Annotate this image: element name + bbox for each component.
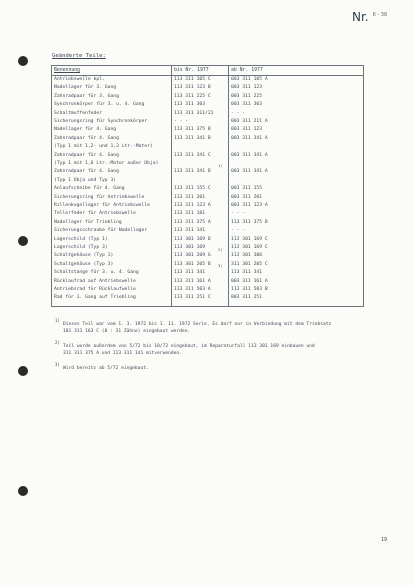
table-row — [52, 270, 363, 277]
table-row — [52, 245, 363, 252]
part-name: Lagerschild (Typ 1) — [54, 236, 108, 242]
footnote-number: 2) — [55, 340, 60, 345]
page-sup: 6 - 38 — [372, 12, 388, 18]
table-row — [52, 127, 363, 134]
part-name: Antriebsrad für Rücklaufwelle — [54, 287, 136, 292]
part-number-old: 113 311 123 A — [174, 203, 211, 208]
page-label: Nr. — [352, 10, 369, 24]
footnote-text: 311 311 375 A und 113 311 141 mitverwenden. — [63, 350, 182, 356]
footnote-mark: 2) — [218, 247, 223, 252]
part-number-new: - - - — [231, 211, 246, 217]
part-number-old: 113 301 169 — [174, 245, 206, 250]
footer-page-number: 19 — [381, 537, 388, 543]
punch-hole — [18, 366, 28, 376]
part-number-new: 113 301 169 C — [231, 245, 268, 250]
part-name: Rücklaufrad auf Antriebswelle — [54, 278, 136, 284]
part-number-new: 113 301 169 C — [231, 236, 268, 242]
parts-table — [51, 65, 364, 307]
table-row — [52, 77, 363, 84]
part-name: Anlaufscheibe für 4. Gang — [54, 186, 125, 192]
part-number-old: 113 311 341 — [174, 270, 206, 276]
table-row — [52, 287, 363, 294]
part-number-old: 113 311 251 C — [174, 295, 211, 301]
part-name: Zahnradpaar für 4. Gang — [54, 152, 119, 158]
part-number-new: 003 311 105 A — [231, 77, 268, 82]
part-number-old: 113 311 341 B — [174, 135, 211, 141]
part-number-new: 003 311 161 A — [231, 278, 268, 284]
part-name: Rillenkugellager für Antriebswelle — [54, 203, 150, 208]
part-number-old: 113 311 161 A — [174, 278, 211, 284]
part-number-old: 113 311 375 A — [174, 219, 211, 225]
table-row — [52, 279, 363, 286]
part-name: Sicherungsring für Antriebswelle — [54, 194, 145, 200]
part-number-new: - - - — [231, 228, 246, 234]
part-number-new: - - - — [231, 110, 246, 116]
part-name: Nadellager für Triebling — [54, 219, 122, 225]
table-row — [52, 178, 363, 185]
table-row — [52, 211, 363, 218]
table-row — [52, 203, 363, 210]
part-number-old: - - - — [174, 119, 189, 124]
part-number-old: 113 301 169 D — [174, 236, 211, 242]
part-number-new: 003 311 341 A — [231, 135, 268, 141]
part-number-old: 113 311 123 B — [174, 85, 211, 91]
punch-hole — [18, 236, 28, 246]
part-number-old: 113 311 141 — [174, 228, 206, 234]
table-row — [52, 85, 363, 92]
column-header-new: ab Nr. 1977 — [231, 68, 263, 73]
part-number-new: 003 311 303 — [231, 102, 263, 108]
table-row — [52, 119, 363, 126]
footnote-mark: 1) — [218, 163, 223, 168]
part-number-new: 311 301 205 C — [231, 261, 268, 267]
table-row — [52, 169, 363, 176]
part-name: Tellerfeder für Antriebswelle — [54, 211, 136, 217]
part-number-old: 113 311 341 C — [174, 152, 211, 158]
part-name: Sicherungsring für Synchronkörper — [54, 119, 148, 124]
table-row — [52, 195, 363, 202]
section-title: Geänderte Teile: — [52, 53, 106, 59]
part-name: Antriebswelle kpl. — [54, 77, 105, 82]
table-row — [52, 136, 363, 143]
part-number-new: 003 311 123 — [231, 85, 263, 91]
part-name: Rad für 1. Gang auf Triebling — [54, 295, 136, 301]
punch-hole — [18, 486, 28, 496]
part-number-old: 113 311 225 C — [174, 93, 211, 99]
footnote-number: 1) — [55, 318, 60, 323]
part-name: (Typ 1 Obja und Typ 3) — [54, 177, 117, 183]
table-row — [52, 186, 363, 193]
part-number-new: 003 311 201 — [231, 194, 263, 200]
part-name: Lagerschild (Typ 3) — [54, 245, 108, 250]
part-number-old: 113 301 209 G — [174, 253, 211, 259]
part-name: Zahnradpaar für 4. Gang — [54, 135, 119, 141]
table-header — [52, 66, 363, 76]
table-row — [52, 295, 363, 302]
part-number-old: 113 311 303 — [174, 102, 206, 108]
part-name: Schaltstange für 3. u. 4. Gang — [54, 270, 139, 276]
part-number-new: 003 311 123 — [231, 127, 263, 133]
part-number-old: 113 311 503 A — [174, 287, 211, 292]
table-row — [52, 102, 363, 109]
part-number-old: 113 311 341 D — [174, 169, 211, 175]
table-row — [52, 262, 363, 269]
table-row — [52, 111, 363, 118]
part-name: Nadellager für 4. Gang — [54, 127, 117, 133]
part-number-old: 113 301 205 B — [174, 261, 211, 267]
table-row — [52, 94, 363, 101]
part-number-new: 003 311 225 — [231, 93, 263, 99]
part-number-new: 003 311 123 A — [231, 203, 268, 208]
footnote-text: Teil wurde außerdem von 5/72 bis 10/72 eingebaut, im Reparaturfall 113 301 169 einbauen und — [63, 344, 315, 349]
punch-hole — [18, 56, 28, 66]
table-row — [52, 228, 363, 235]
part-number-new: 003 311 251 — [231, 295, 263, 301]
part-number-new: 003 311 211 A — [231, 119, 268, 124]
part-number-new: 003 311 341 A — [231, 169, 268, 175]
table-row — [52, 144, 363, 151]
table-row — [52, 161, 363, 168]
part-number-new: 113 311 341 — [231, 270, 263, 276]
part-number-new: 113 311 375 B — [231, 219, 268, 225]
footnote-text: 181 311 163 C (8 : 31 Zähne) eingebaut werden. — [63, 328, 191, 334]
part-name: Sicherungsschraube für Nadellager — [54, 228, 148, 234]
part-number-new: 003 311 155 — [231, 186, 263, 192]
page-number-header — [352, 10, 387, 24]
part-number-old: 113 311 155 C — [174, 186, 211, 192]
footnote-text: Wird bereits ab 5/72 eingebaut. — [63, 366, 149, 371]
part-number-old: 113 311 201 — [174, 194, 206, 200]
footnote-number: 3) — [55, 362, 60, 367]
part-name: Nadellager für 3. Gang — [54, 85, 117, 91]
part-name: Synchronkörper für 3. u. 4. Gang — [54, 102, 145, 108]
part-name: Schaltgehäuse (Typ 3) — [54, 261, 114, 267]
part-number-new: 113 311 503 B — [231, 287, 268, 292]
part-name: (Typ 1 mit 1,6 Ltr.-Motor außer Obja) — [54, 161, 159, 166]
part-number-old: 113 311 375 B — [174, 127, 211, 133]
part-number-new: 113 301 306 — [231, 253, 263, 259]
part-name: Zahnradpaar für 3. Gang — [54, 93, 119, 99]
part-number-old: 113 311 181 — [174, 211, 206, 217]
part-name: (Typ 1 mit 1,2- und 1,3 Ltr.-Motor) — [54, 144, 153, 150]
table-row — [52, 220, 363, 227]
footnote-mark: 3) — [218, 264, 223, 269]
part-name: Zahnradpaar für 4. Gang — [54, 169, 119, 175]
part-name: Schaltmuffenfeder — [54, 110, 102, 116]
part-name: Schaltgehäuse (Typ 1) — [54, 253, 114, 259]
part-number-old: 113 311 311/21 — [174, 110, 214, 116]
part-number-new: 003 311 341 A — [231, 152, 268, 158]
footnote-text: Dieses Teil war vom 1. 3. 1972 bis 1. 11. 1972 Serie. Es darf nur in Verbindung mit dem Triebsatz — [63, 322, 332, 327]
column-header-name: Benennung — [54, 68, 80, 73]
part-number-old: 113 311 105 C — [174, 77, 211, 82]
column-header-old: bis Nr. 1977 — [174, 68, 209, 73]
